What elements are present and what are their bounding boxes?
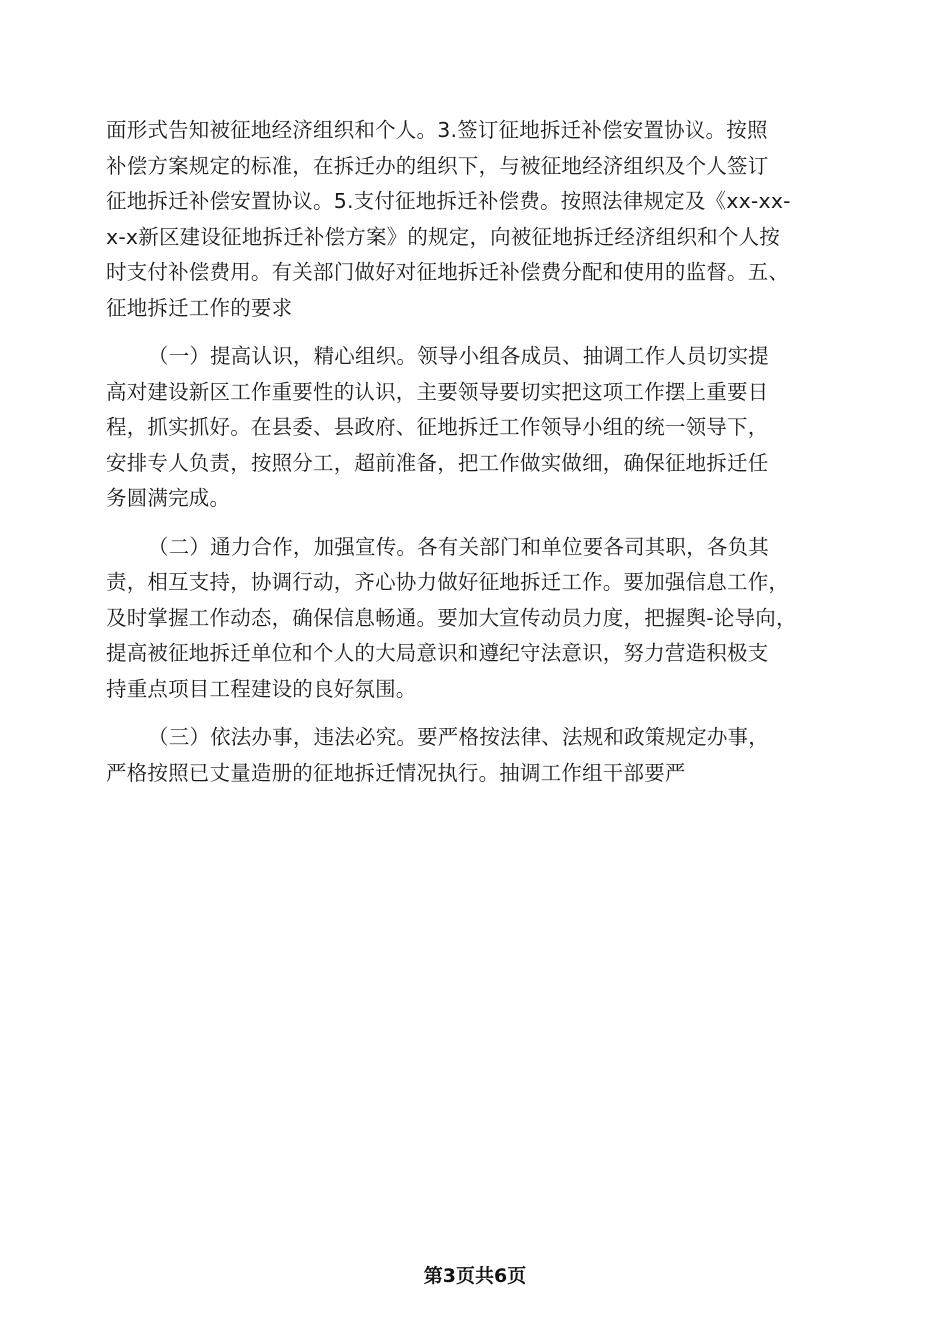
- text-line: 征地拆迁工作的要求: [106, 295, 293, 320]
- text-line: 务圆满完成。: [106, 486, 231, 510]
- document-body: [106, 113, 846, 791]
- text-line: 面形式告知被征地经济组织和个人。3.签订征地拆迁补偿安置协议。按照: [106, 118, 768, 142]
- text-line: 时支付补偿费用。有关部门做好对征地拆迁补偿费分配和使用的监督。五、: [106, 260, 790, 284]
- text-line: x-x新区建设征地拆迁补偿方案》的规定，向被征地拆迁经济组织和个人按: [106, 224, 780, 249]
- text-line: 严格按照已丈量造册的征地拆迁情况执行。抽调工作组干部要严: [106, 760, 686, 785]
- text-line: 责，相互支持，协调行动，齐心协力做好征地拆迁工作。要加强信息工作，: [106, 570, 790, 594]
- paragraph-3: [106, 530, 846, 708]
- text-line: 提高被征地拆迁单位和个人的大局意识和遵纪守法意识，努力营造积极支: [106, 641, 769, 665]
- page-number: 第3页共6页: [423, 1265, 527, 1287]
- text-line: （二）通力合作，加强宣传。各有关部门和单位要各司其职，各负其: [148, 534, 769, 559]
- text-line: 安排专人负责，按照分工，超前准备，把工作做实做细，确保征地拆迁任: [106, 450, 769, 475]
- text-line: 补偿方案规定的标准，在拆迁办的组织下，与被征地经济组织及个人签订: [106, 153, 769, 178]
- text-line: 持重点项目工程建设的良好氛围。: [106, 676, 417, 701]
- paragraph-1: [106, 113, 846, 326]
- paragraph-4: [106, 720, 846, 791]
- text-line: 程，抓实抓好。在县委、县政府、征地拆迁工作领导小组的统一领导下，: [106, 415, 769, 439]
- paragraph-2: [106, 339, 846, 517]
- text-line: （三）依法办事，违法必究。要严格按法律、法规和政策规定办事，: [148, 725, 769, 749]
- text-line: 及时掌握工作动态，确保信息畅通。要加大宣传动员力度，把握舆-论导向，: [106, 605, 797, 630]
- text-line: （一）提高认识，精心组织。领导小组各成员、抽调工作人员切实提: [148, 344, 769, 368]
- text-line: 征地拆迁补偿安置协议。5.支付征地拆迁补偿费。按照法律规定及《xx-xx-: [106, 189, 791, 213]
- text-line: 高对建设新区工作重要性的认识，主要领导要切实把这项工作摆上重要日: [106, 379, 769, 404]
